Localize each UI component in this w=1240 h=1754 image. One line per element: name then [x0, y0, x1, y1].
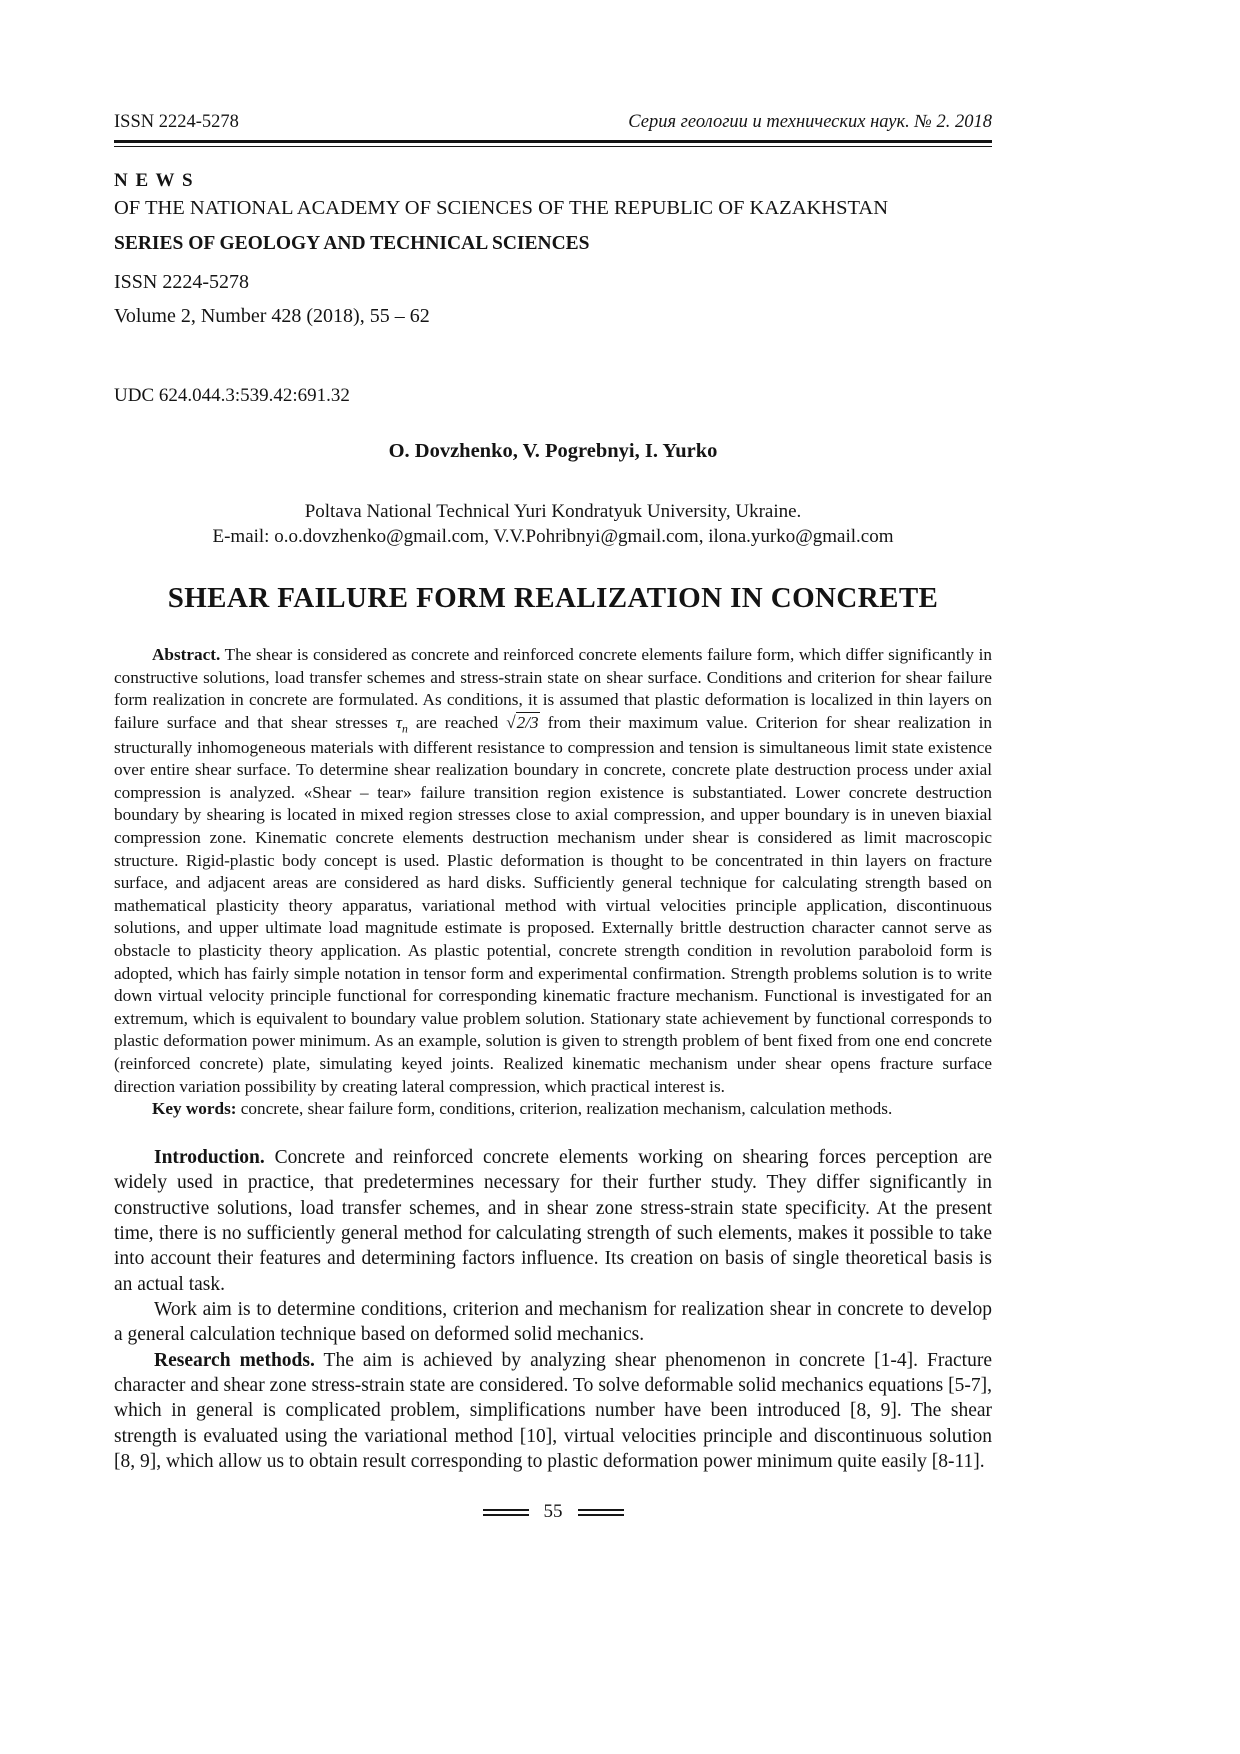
masthead-volume: Volume 2, Number 428 (2018), 55 – 62	[114, 304, 430, 327]
research-methods-label: Research methods.	[154, 1349, 315, 1371]
affiliation-line: Poltava National Technical Yuri Kondratyuk University, Ukraine.	[304, 500, 802, 522]
sqrt-radicand: 2/3	[516, 712, 539, 732]
udc-code: UDC 624.044.3:539.42:691.32	[114, 384, 350, 406]
abstract-text-2: are reached	[407, 712, 507, 732]
sqrt-expression: √2/3	[506, 712, 539, 732]
footer-rule-left	[483, 1509, 529, 1516]
keywords-text: concrete, shear failure form, conditions, criterion, realization mechanism, calculation methods.	[236, 1099, 893, 1119]
abstract-paragraph	[114, 644, 992, 1098]
running-head-issn: ISSN 2224-5278	[114, 112, 239, 132]
introduction-text: Concrete and reinforced concrete elements working on shearing forces perception are widely used in practice, that predetermines necessary for their further study. They differ significantly in constructive solutions, load transfer schemes, and in shear zone stress-strain state specificity. At the present time, there is no sufficiently general method for calculating strength of such elements, makes it possible to take into account their features and determining factors influence. Its creation on basis of single theoretical basis is an actual task.	[114, 1146, 992, 1295]
work-aim-paragraph: Work aim is to determine conditions, criterion and mechanism for realization shear in concrete to develop a general calculation technique based on deformed solid mechanics.	[114, 1298, 992, 1346]
header-double-rule	[114, 140, 992, 147]
masthead-series: SERIES OF GEOLOGY AND TECHNICAL SCIENCES	[114, 233, 590, 255]
page-footer	[114, 1501, 992, 1523]
authors-line: O. Dovzhenko, V. Pogrebnyi, I. Yurko	[388, 439, 718, 462]
keywords-label: Key words:	[152, 1099, 237, 1119]
tau-symbol: $\tau_n$	[395, 712, 408, 736]
page-number: 55	[543, 1501, 563, 1523]
research-methods-paragraph	[114, 1348, 992, 1475]
masthead-news: N E W S	[114, 170, 195, 191]
masthead	[114, 169, 992, 329]
affiliation-block	[114, 499, 992, 549]
abstract-text-3: from their maximum value. Criterion for shear realization in structurally inhomogeneous materials with different resistance to compression and tension is simultaneous limit state existence over entire shear surface. To determine shear realization boundary in concrete, concrete plate destruction process under axial compression is analyzed. «Shear – tear» failure transition region existence is substantiated. Lower concrete destruction boundary by shearing is located in mixed region stresses close to axial compression, and upper boundary is in uneven biaxial compression zone. Kinematic concrete elements destruction mechanism under shear is considered as limit macroscopic structure. Rigid-plastic body concept is used. Plastic deformation is thought to be concentrated in thin layers on fracture surface, and adjacent areas are considered as hard disks. Sufficiently general technique for calculating strength based on mathematical plasticity theory apparatus, variational method with virtual velocities principle application, discontinuous solutions, and upper ultimate load magnitude estimate is proposed. Externally brittle destruction character cannot serve as obstacle to plasticity theory application. As plastic potential, concrete strength condition in revolution paraboloid form is adopted, which has fairly simple notation in tensor form and experimental confirmation. Strength problems solution is to write down virtual velocity principle functional for corresponding kinematic fracture mechanism. Functional is investigated for an extremum, which is equivalent to boundary value problem solution. Stationary state achievement by functional corresponds to plastic deformation power minimum. As an example, solution is given to strength problem of bent fixed from one end concrete (reinforced concrete) plate, simulating keyed joints. Realized kinematic mechanism under shear opens fracture surface direction variation possibility by creating lateral compression, which practical interest is.	[114, 712, 992, 1096]
abstract-text-1: The shear is considered as concrete and reinforced concrete elements failure form, which differ significantly in constructive solutions, load transfer schemes and stress-strain state on shear surface. Conditions and criterion for shear failure form realization in concrete are formulated. As conditions, it is assumed that plastic deformation is localized in thin layers on failure surface and that shear stresses	[114, 644, 992, 732]
keywords-paragraph	[114, 1098, 992, 1121]
introduction-label: Introduction.	[154, 1146, 265, 1168]
masthead-issn: ISSN 2224-5278	[114, 270, 250, 293]
email-line: E-mail: o.o.dovzhenko@gmail.com, V.V.Pohribnyi@gmail.com, ilona.yurko@gmail.com	[212, 525, 894, 547]
tau-subscript: n	[401, 722, 408, 736]
running-head	[114, 112, 992, 133]
masthead-academy: OF THE NATIONAL ACADEMY OF SCIENCES OF THE REPUBLIC OF KAZAKHSTAN	[114, 196, 888, 219]
research-methods-text: The aim is achieved by analyzing shear phenomenon in concrete [1-4]. Fracture character and shear zone stress-strain state are considered. To solve deformable solid mechanics equations [5-7], which in general is complicated problem, simplifications number have been introduced [8, 9]. The shear strength is evaluated using the variational method [10], virtual velocities principle and discontinuous solution [8, 9], which allow us to obtain result corresponding to plastic deformation power minimum quite easily [8-11].	[114, 1349, 992, 1473]
abstract-label: Abstract.	[152, 644, 221, 664]
footer-rule-right	[578, 1509, 624, 1516]
introduction-paragraph	[114, 1145, 992, 1297]
running-head-series: Серия геологии и технических наук. № 2. 2018	[628, 112, 992, 132]
article-title: SHEAR FAILURE FORM REALIZATION IN CONCRETE	[167, 581, 939, 614]
abstract-block	[114, 644, 992, 1121]
article-body	[114, 1145, 992, 1474]
